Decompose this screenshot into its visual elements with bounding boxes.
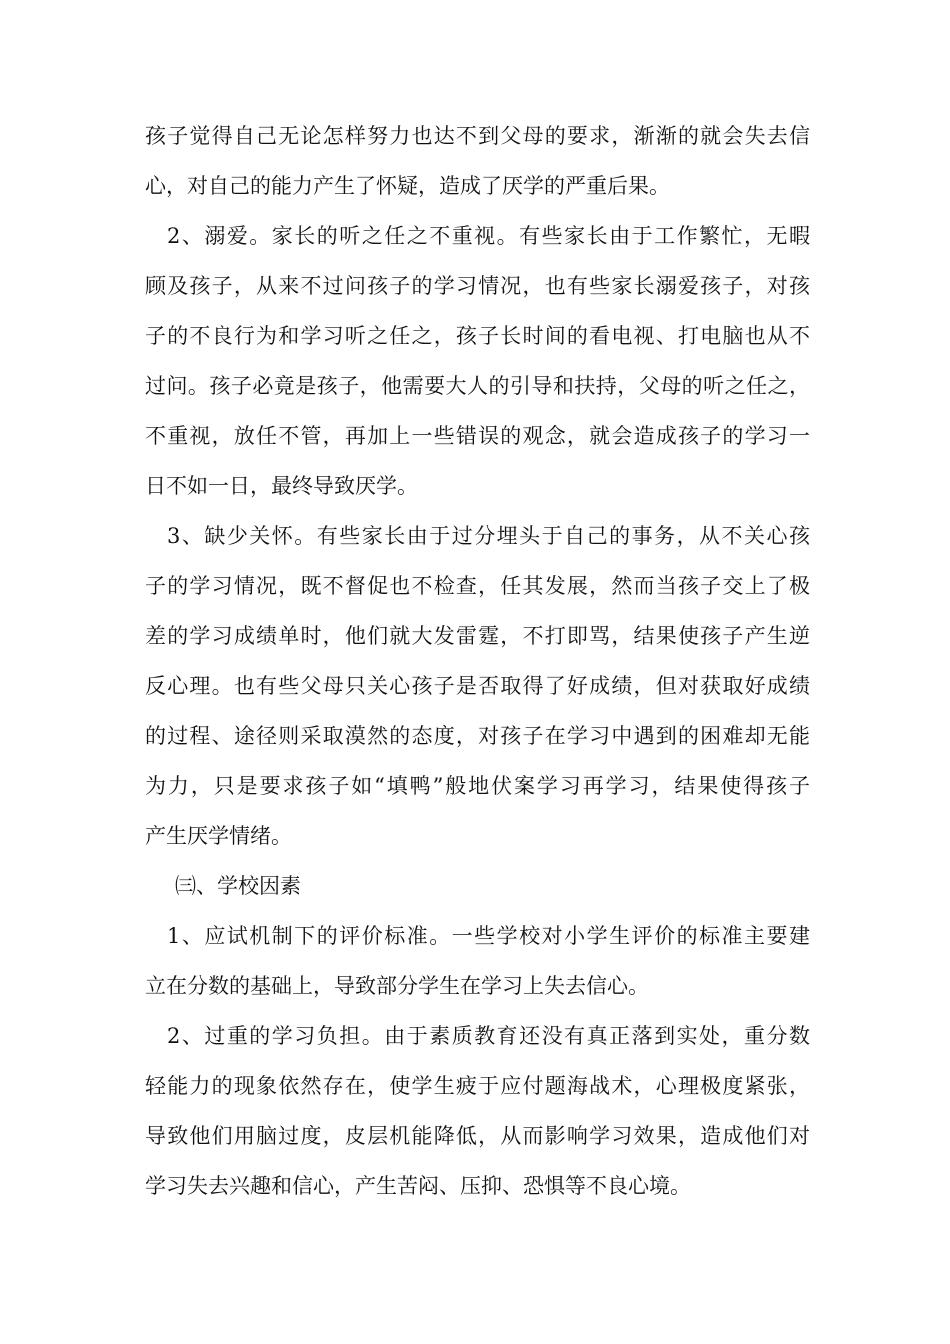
text-line: 心，对自己的能力产生了怀疑，造成了厌学的严重后果。 xyxy=(145,174,670,198)
paragraph-start-line: 2、溺爱。家长的听之任之不重视。有些家长由于工作繁忙，无暇 xyxy=(167,224,810,248)
paragraph-start-line: 3、缺少关怀。有些家长由于过分埋头于自己的事务，从不关心孩 xyxy=(167,524,810,548)
text-line: 过问。孩子必竟是孩子，他需要大人的引导和扶持，父母的听之任之， xyxy=(145,374,810,398)
text-line: 立在分数的基础上，导致部分学生在学习上失去信心。 xyxy=(145,974,649,998)
text-line: 不重视，放任不管，再加上一些错误的观念，就会造成孩子的学习一 xyxy=(145,424,810,448)
text-line: 反心理。也有些父母只关心孩子是否取得了好成绩，但对获取好成绩 xyxy=(145,674,810,698)
paragraph-start-line: 1、应试机制下的评价标准。一些学校对小学生评价的标准主要建 xyxy=(167,924,810,948)
text-line: 为力，只是要求孩子如“填鸭”般地伏案学习再学习，结果使得孩子 xyxy=(145,774,810,798)
text-line: 产生厌学情绪。 xyxy=(145,824,292,848)
text-line: 子的不良行为和学习听之任之，孩子长时间的看电视、打电脑也从不 xyxy=(145,324,810,348)
text-line: 日不如一日，最终导致厌学。 xyxy=(145,474,418,498)
text-line: 差的学习成绩单时，他们就大发雷霆，不打即骂，结果使孩子产生逆 xyxy=(145,624,810,648)
text-line: 轻能力的现象依然存在，使学生疲于应付题海战术，心理极度紧张， xyxy=(145,1074,810,1098)
text-line: 学习失去兴趣和信心，产生苦闷、压抑、恐惧等不良心境。 xyxy=(145,1174,691,1198)
section-heading: ㈢、学校因素 xyxy=(175,874,301,898)
paragraph-start-line: 2、过重的学习负担。由于素质教育还没有真正落到实处，重分数 xyxy=(167,1024,810,1048)
text-line: 子的学习情况，既不督促也不检查，任其发展，然而当孩子交上了极 xyxy=(145,574,810,598)
text-line: 顾及孩子，从来不过问孩子的学习情况，也有些家长溺爱孩子，对孩 xyxy=(145,274,810,298)
text-line: 孩子觉得自己无论怎样努力也达不到父母的要求，渐渐的就会失去信 xyxy=(145,124,810,148)
text-line: 导致他们用脑过度，皮层机能降低，从而影响学习效果，造成他们对 xyxy=(145,1124,810,1148)
text-line: 的过程、途径则采取漠然的态度，对孩子在学习中遇到的困难却无能 xyxy=(145,724,810,748)
